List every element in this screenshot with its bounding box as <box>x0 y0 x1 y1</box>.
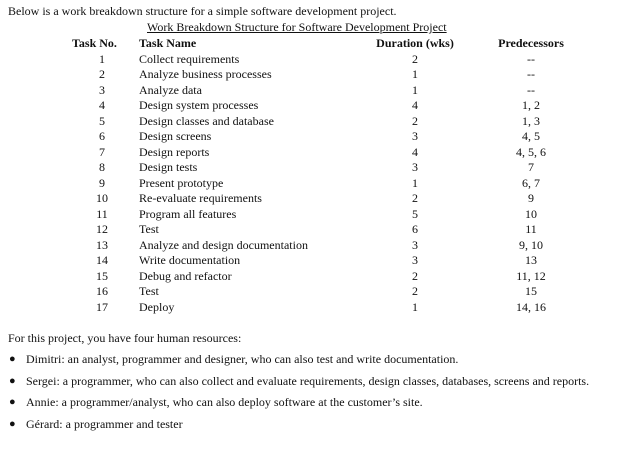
task-no-cell: 2 <box>99 67 105 81</box>
task-name-cell: Program all features <box>139 206 237 221</box>
task-no-cell: 4 <box>99 98 105 112</box>
task-name-cell: Analyze and design documentation <box>139 237 308 252</box>
bullet-icon: ● <box>9 353 16 365</box>
header-task-name: Task Name <box>139 36 197 50</box>
predecessors-cell: -- <box>527 82 535 97</box>
duration-cell: 3 <box>412 237 418 252</box>
task-no-cell: 5 <box>99 113 105 128</box>
task-no-cell: 8 <box>99 160 105 174</box>
predecessors-cell: -- <box>527 51 535 66</box>
table-body <box>70 52 587 316</box>
duration-cell: 2 <box>412 51 418 66</box>
duration-cell: 2 <box>412 191 418 205</box>
table-row <box>70 269 587 285</box>
task-name-cell: Design system processes <box>139 98 259 112</box>
resource-text: Sergei: a programmer, who can also collect and evaluate requirements, design classes, databases, screens and reports. <box>26 373 590 388</box>
header-predecessors: Predecessors <box>498 36 564 50</box>
resources-list <box>8 352 608 438</box>
duration-cell: 3 <box>412 253 418 267</box>
header-task-no: Task No. <box>72 36 117 50</box>
table-row <box>70 98 587 114</box>
task-name-cell: Present prototype <box>139 175 224 190</box>
intro-text: Below is a work breakdown structure for a simple software development project. <box>8 4 397 18</box>
duration-cell: 2 <box>412 113 418 128</box>
table-row <box>70 300 587 316</box>
duration-cell: 3 <box>412 129 418 143</box>
task-no-cell: 11 <box>96 206 108 221</box>
resource-text: Dimitri: an analyst, programmer and designer, who can also test and write documentation. <box>26 352 459 366</box>
task-no-cell: 12 <box>96 222 108 236</box>
resource-text: Annie: a programmer/analyst, who can also deploy software at the customer’s site. <box>26 395 423 409</box>
task-no-cell: 15 <box>96 268 108 283</box>
task-name-cell: Design reports <box>139 144 210 159</box>
task-name-cell: Deploy <box>139 299 175 314</box>
task-no-cell: 9 <box>99 175 105 190</box>
task-name-cell: Test <box>139 284 159 298</box>
predecessors-cell: 9, 10 <box>519 237 543 252</box>
task-name-cell: Design tests <box>139 160 198 174</box>
task-name-cell: Re-evaluate requirements <box>139 191 262 205</box>
predecessors-cell: 15 <box>525 284 537 298</box>
task-name-cell: Analyze business processes <box>139 67 272 81</box>
table-row <box>70 67 587 83</box>
task-name-cell: Design screens <box>139 129 212 143</box>
table-row <box>70 83 587 99</box>
table-header-row <box>70 36 587 52</box>
resource-text: Gérard: a programmer and tester <box>26 416 183 431</box>
predecessors-cell: 4, 5, 6 <box>516 144 546 159</box>
task-no-cell: 17 <box>96 299 108 314</box>
duration-cell: 2 <box>412 268 418 283</box>
header-duration: Duration (wks) <box>376 36 454 50</box>
table-row <box>70 191 587 207</box>
table-row <box>70 52 587 68</box>
task-name-cell: Collect requirements <box>139 51 240 66</box>
table-row <box>70 207 587 223</box>
predecessors-cell: 9 <box>528 191 534 205</box>
duration-cell: 1 <box>412 175 418 190</box>
task-name-cell: Debug and refactor <box>139 268 232 283</box>
task-no-cell: 7 <box>99 144 105 159</box>
table-row <box>70 238 587 254</box>
task-name-cell: Analyze data <box>139 82 202 97</box>
predecessors-cell: 1, 3 <box>522 113 540 128</box>
table-row <box>70 284 587 300</box>
duration-cell: 1 <box>412 82 418 97</box>
task-name-cell: Design classes and database <box>139 113 274 128</box>
duration-cell: 6 <box>412 222 418 236</box>
resources-intro: For this project, you have four human resources: <box>8 331 242 345</box>
wbs-table <box>70 36 587 315</box>
predecessors-cell: 1, 2 <box>522 98 540 112</box>
duration-cell: 1 <box>412 299 418 314</box>
table-row <box>70 145 587 161</box>
bullet-icon: ● <box>9 417 16 430</box>
task-name-cell: Test <box>139 222 159 236</box>
duration-cell: 1 <box>412 67 418 81</box>
bullet-icon: ● <box>9 396 16 408</box>
task-no-cell: 16 <box>96 284 108 298</box>
duration-cell: 2 <box>412 284 418 298</box>
task-no-cell: 1 <box>99 51 105 66</box>
table-row <box>70 160 587 176</box>
predecessors-cell: 4, 5 <box>522 129 540 143</box>
task-name-cell: Write documentation <box>139 253 241 267</box>
predecessors-cell: 6, 7 <box>522 175 540 190</box>
table-row <box>70 114 587 130</box>
table-row <box>70 129 587 145</box>
task-no-cell: 3 <box>99 82 105 97</box>
predecessors-cell: 11 <box>525 222 537 236</box>
resource-item <box>8 395 608 411</box>
duration-cell: 4 <box>412 144 418 159</box>
predecessors-cell: 11, 12 <box>516 268 546 283</box>
task-no-cell: 13 <box>96 237 108 252</box>
predecessors-cell: 14, 16 <box>516 299 546 314</box>
predecessors-cell: 10 <box>525 206 537 221</box>
resource-item <box>8 417 608 433</box>
duration-cell: 4 <box>412 98 418 112</box>
resource-item <box>8 352 608 368</box>
task-no-cell: 10 <box>96 191 108 205</box>
table-title: Work Breakdown Structure for Software Development Project <box>147 20 447 34</box>
task-no-cell: 6 <box>99 129 105 143</box>
duration-cell: 5 <box>412 206 418 221</box>
table-row <box>70 253 587 269</box>
resource-item <box>8 374 608 390</box>
table-row <box>70 222 587 238</box>
predecessors-cell: 7 <box>528 160 534 174</box>
predecessors-cell: 13 <box>525 253 537 267</box>
table-row <box>70 176 587 192</box>
duration-cell: 3 <box>412 160 418 174</box>
task-no-cell: 14 <box>96 253 108 267</box>
bullet-icon: ● <box>9 374 16 387</box>
predecessors-cell: -- <box>527 67 535 81</box>
